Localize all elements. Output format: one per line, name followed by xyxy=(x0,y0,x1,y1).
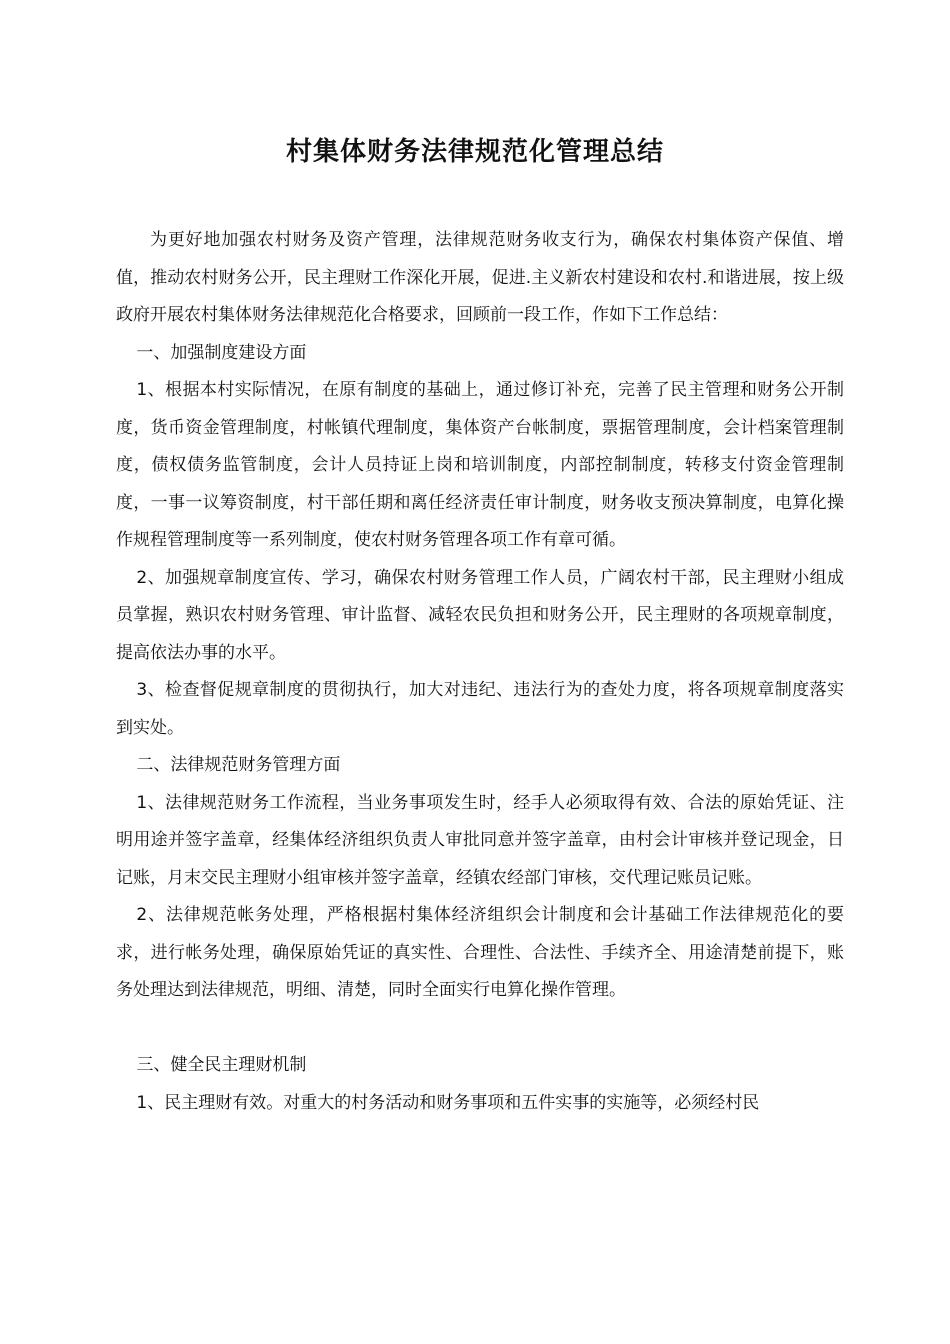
section-heading-1: 一、加强制度建设方面 xyxy=(136,342,307,363)
document-title: 村集体财务法律规范化管理总结 xyxy=(285,137,664,167)
section-1-item-1: 1、根据本村实际情况，在原有制度的基础上，通过修订补充，完善了民主管理和财务公开制度，货币资金管理制度，村帐镇代理制度，集体资产台帐制度，票据管理制度，会计档案管理制度，债权债务监管制度，会计人员持证上岗和培训制度，内部控制制度，转移支付资金管理制度，一事一议筹资制度，村干部任期和离任经济责任审计制度，财务收支预决算制度，电算化操作规程管理制度等一系列制度，使农村财务管理各项工作有章可循。 xyxy=(116,380,844,550)
section-heading-2: 二、法律规范财务管理方面 xyxy=(136,755,341,775)
section-3-item-1: 1、民主理财有效。对重大的村务活动和财务事项和五件实事的实施等，必须经村民 xyxy=(136,1092,760,1113)
intro-paragraph: 为更好地加强农村财务及资产管理，法律规范财务收支行为，确保农村集体资产保值、增值，推动农村财务公开，民主理财工作深化开展，促进.主义新农村建设和农村.和谐进展，按上级政府开展农村集体财务法律规范化合格要求，回顾前一段工作，作如下工作总结： xyxy=(116,230,844,325)
document-body xyxy=(116,222,844,1122)
section-2-item-2: 2、法律规范帐务处理，严格根据村集体经济组织会计制度和会计基础工作法律规范化的要求，进行帐务处理，确保原始凭证的真实性、合理性、合法性、手续齐全、用途清楚前提下，账务处理达到法律规范，明细、清楚，同时全面实行电算化操作管理。 xyxy=(116,905,844,1000)
section-heading-3: 三、健全民主理财机制 xyxy=(136,1055,307,1075)
blank-line xyxy=(116,1010,844,1048)
section-1-item-2: 2、加强规章制度宣传、学习，确保农村财务管理工作人员，广阔农村干部，民主理财小组成员掌握，熟识农村财务管理、审计监督、减轻农民负担和财务公开，民主理财的各项规章制度，提高依法办事的水平。 xyxy=(116,567,844,663)
section-2-item-1: 1、法律规范财务工作流程，当业务事项发生时，经手人必须取得有效、合法的原始凭证、注明用途并签字盖章，经集体经济组织负责人审批同意并签字盖章，由村会计审核并登记现金，日记账，月末交民主理财小组审核并签字盖章，经镇农经部门审核，交代理记账员记账。 xyxy=(116,792,844,888)
section-1-item-3: 3、检查督促规章制度的贯彻执行，加大对违纪、违法行为的查处力度，将各项规章制度落实到实处。 xyxy=(116,680,844,738)
